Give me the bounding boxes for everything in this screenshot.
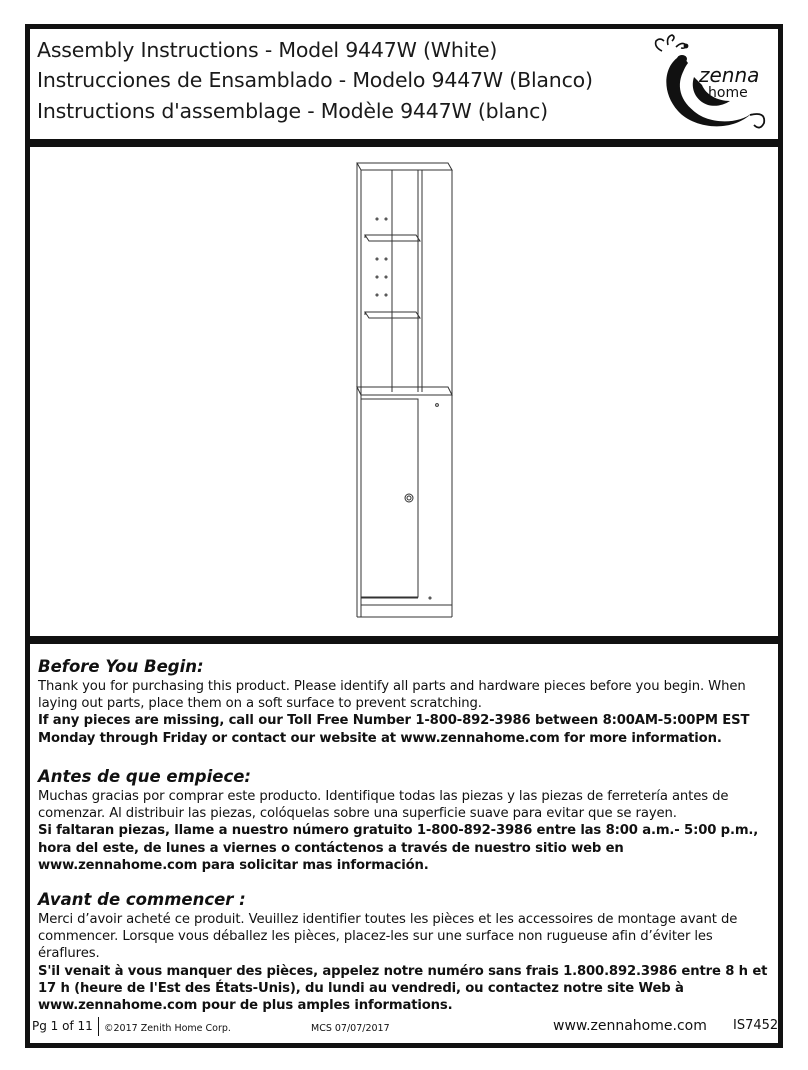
website-link[interactable]: www.zennahome.com xyxy=(553,1018,707,1034)
section-heading: Before You Begin: xyxy=(38,657,204,676)
revision-date: MCS 07/07/2017 xyxy=(311,1023,390,1034)
header-divider xyxy=(30,139,778,147)
section-heading: Avant de commencer : xyxy=(38,890,246,909)
section-contact: If any pieces are missing, call our Toll Free Number 1-800-892-3986 between 8:00AM-5:00PM EST Monday through Friday or contact our website at www.zennahome.com for more information. xyxy=(38,713,750,746)
zenna-home-logo xyxy=(642,33,774,137)
copyright: ©2017 Zenith Home Corp. xyxy=(104,1023,231,1034)
section-body: Merci d’avoir acheté ce produit. Veuillez identifier toutes les pièces et les accessoires de montage avant de commencer. Lorsque vous déballez les pièces, placez-les sur une surface non rugueuse afin d’éviter les éraflures. xyxy=(38,912,738,962)
footer-divider xyxy=(98,1017,99,1036)
document-code: IS7452 xyxy=(733,1018,779,1033)
title-english: Assembly Instructions - Model 9447W (White) xyxy=(37,38,498,62)
section-heading: Antes de que empiece: xyxy=(38,767,252,786)
logo-text: zenna xyxy=(699,63,760,87)
section-contact: S'il venait à vous manquer des pièces, appelez notre numéro sans frais 1.800.892.3986 entre 8 h et 17 h (heure de l'Est des États-Unis), du lundi au vendredi, ou contactez notre site Web à www.zennahome.com pour de plus amples informations. xyxy=(38,963,768,1014)
header xyxy=(30,29,778,139)
title-french: Instructions d'assemblage - Modèle 9447W (blanc) xyxy=(37,99,548,123)
cabinet-illustration xyxy=(340,155,470,630)
section-english xyxy=(38,657,770,747)
section-body: Thank you for purchasing this product. Please identify all parts and hardware pieces before you begin. When laying out parts, place them on a soft surface to prevent scratching. xyxy=(38,679,746,712)
section-spanish xyxy=(38,767,770,874)
tall-cabinet-drawing xyxy=(340,155,470,630)
title-spanish: Instrucciones de Ensamblado - Modelo 9447W (Blanco) xyxy=(37,68,593,92)
page-number: Pg 1 of 11 xyxy=(32,1019,93,1033)
logo-subtext: home xyxy=(708,85,748,101)
section-french xyxy=(38,890,770,1014)
illustration-divider xyxy=(30,636,778,644)
section-body: Muchas gracias por comprar este producto. Identifique todas las piezas y las piezas de ferretería antes de comenzar. Al distribuir las piezas, colóquelas sobre una superficie suave para evitar que se rayen. xyxy=(38,789,729,822)
section-contact: Si faltaran piezas, llame a nuestro número gratuito 1-800-892-3986 entre las 8:00 a.m.- 5:00 p.m., hora del este, de lunes a viernes o contáctenos a través de nuestro sitio web en www.zennahome.com para solicitar mas información. xyxy=(38,823,759,873)
